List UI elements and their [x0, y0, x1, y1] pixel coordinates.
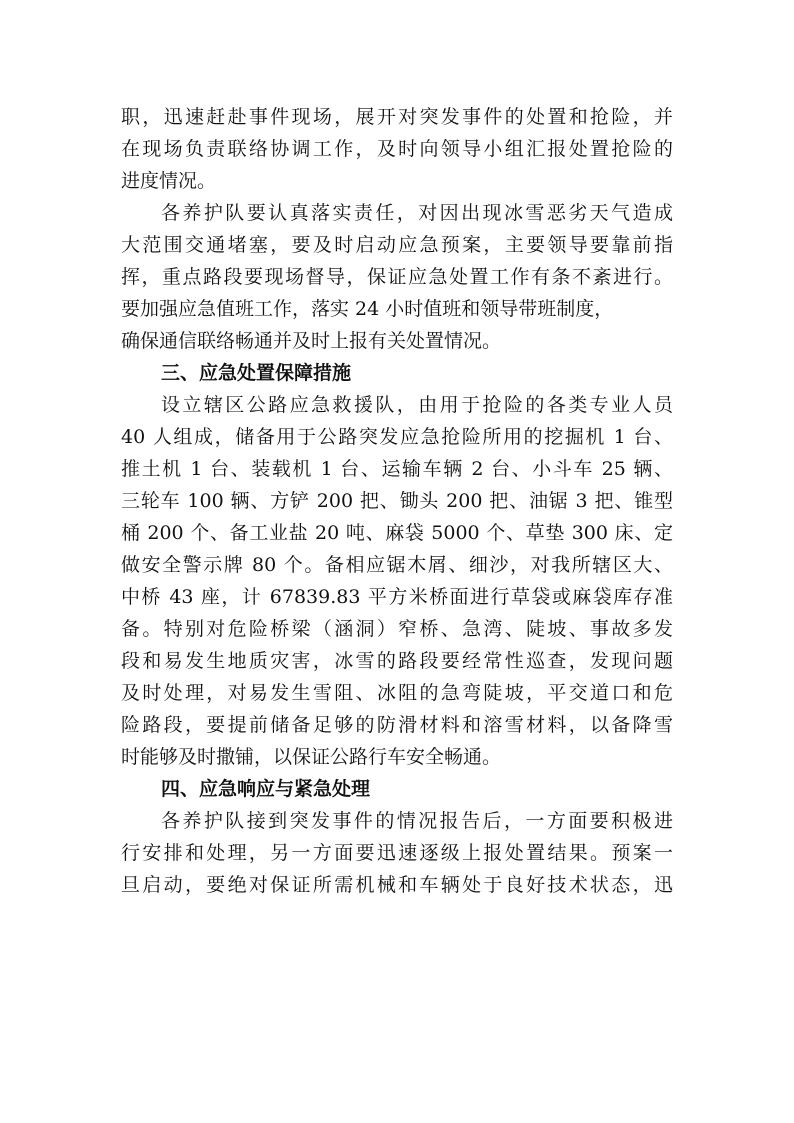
- paragraph-line: 设立辖区公路应急救援队，由用于抢险的各类专业人员: [161, 394, 673, 416]
- paragraph-line: 各养护队接到突发事件的情况报告后，一方面要积极进: [161, 810, 673, 832]
- paragraph-line: 段和易发生地质灾害，冰雪的路段要经常性巡查，发现问题: [121, 650, 673, 672]
- paragraph-line: 在现场负责联络协调工作，及时向领导小组汇报处置抢险的: [121, 138, 673, 160]
- paragraph-line: 险路段，要提前储备足够的防滑材料和溶雪材料，以备降雪: [121, 714, 673, 736]
- paragraph-line: 做安全警示牌 80 个。备相应锯木屑、细沙，对我所辖区大、: [121, 554, 673, 576]
- section-heading: 四、应急响应与紧急处理: [161, 778, 371, 800]
- paragraph-line: 旦启动，要绝对保证所需机械和车辆处于良好技术状态，迅: [121, 874, 673, 896]
- paragraph-line: 桶 200 个、备工业盐 20 吨、麻袋 5000 个、草垫 300 床、定: [121, 522, 673, 544]
- section-heading: 三、应急处置保障措施: [161, 362, 352, 384]
- document-body: [121, 101, 673, 901]
- paragraph-line: 职，迅速赶赴事件现场，展开对突发事件的处置和抢险，并: [121, 106, 673, 128]
- paragraph-line: 40 人组成，储备用于公路突发应急抢险所用的挖掘机 1 台、: [121, 426, 673, 448]
- paragraph-line: 及时处理，对易发生雪阻、冰阻的急弯陡坡，平交道口和危: [121, 682, 673, 704]
- paragraph-line: 大范围交通堵塞，要及时启动应急预案，主要领导要靠前指: [121, 234, 673, 256]
- paragraph-line: 确保通信联络畅通并及时上报有关处置情况。: [121, 330, 502, 352]
- paragraph-line: 中桥 43 座，计 67839.83 平方米桥面进行草袋或麻袋库存准: [121, 586, 673, 608]
- paragraph-line: 推土机 1 台、装载机 1 台、运输车辆 2 台、小斗车 25 辆、: [121, 458, 673, 480]
- paragraph-line: 行安排和处理，另一方面要迅速逐级上报处置结果。预案一: [121, 842, 673, 864]
- paragraph-line: 要加强应急值班工作，落实 24 小时值班和领导带班制度，: [121, 298, 614, 320]
- paragraph-line: 时能够及时撒铺，以保证公路行车安全畅通。: [121, 746, 502, 768]
- paragraph-line: 进度情况。: [121, 170, 217, 192]
- paragraph-line: 挥，重点路段要现场督导，保证应急处置工作有条不紊进行。: [121, 266, 673, 288]
- paragraph-line: 三轮车 100 辆、方铲 200 把、锄头 200 把、油锯 3 把、锥型: [121, 490, 673, 512]
- paragraph-line: 备。特别对危险桥梁（涵洞）窄桥、急湾、陡坡、事故多发: [121, 618, 673, 640]
- paragraph-line: 各养护队要认真落实责任，对因出现冰雪恶劣天气造成: [161, 202, 673, 224]
